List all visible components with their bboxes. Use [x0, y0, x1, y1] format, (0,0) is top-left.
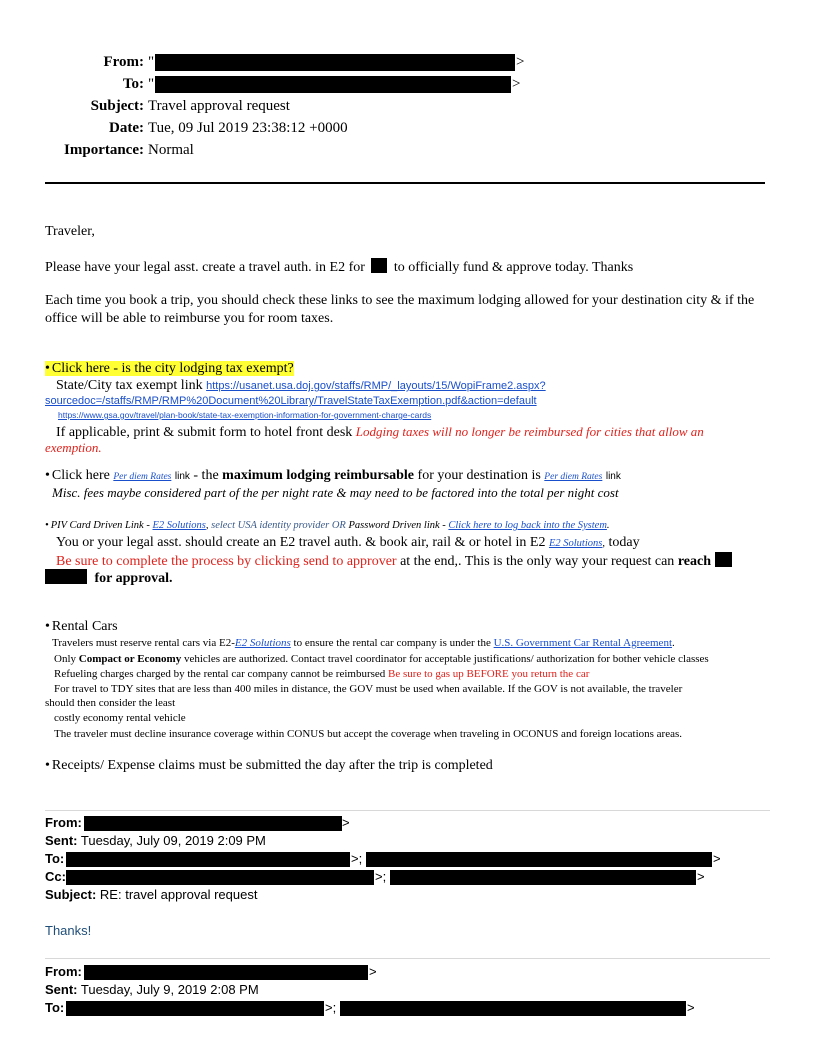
tax-link-row	[56, 378, 546, 394]
rental-3-red: Be sure to gas up BEFORE you return the car	[388, 668, 590, 680]
tax-exempt-bullet[interactable]	[45, 361, 294, 377]
reply2-divider	[45, 958, 770, 959]
reply1-subject-label: Subject:	[45, 887, 97, 902]
tax-apply-line	[56, 424, 704, 441]
from-quote: "	[148, 54, 155, 70]
redacted-reply1-cc-2	[390, 870, 696, 885]
piv-pw-text: Password Driven link -	[348, 520, 446, 531]
rental-title-text: • Rental Cars	[45, 619, 118, 634]
rental-title	[45, 619, 118, 635]
reply1-divider	[45, 810, 770, 811]
perdiem-link-word-1: link	[174, 471, 190, 482]
process-red: Be sure to complete the process by clicking send to approver	[56, 554, 397, 569]
tax-apply-text: If applicable, print & submit form to hotel front desk	[56, 425, 353, 440]
reply1-sent-value: Tuesday, July 09, 2019 2:09 PM	[80, 833, 266, 848]
perdiem-link-2[interactable]: Per diem Rates	[544, 472, 603, 482]
from-close: >	[516, 54, 525, 70]
reply2-sent	[45, 982, 259, 997]
reply1-cc	[45, 869, 66, 884]
perdiem-bold: maximum lodging reimbursable	[222, 468, 415, 483]
redacted-reply1-from	[84, 816, 342, 831]
rental-line-2	[54, 653, 709, 665]
rental-3-text: Refueling charges charged by the rental car company cannot be reimbursed	[54, 668, 386, 680]
piv-text: • PIV Card Driven Link -	[45, 520, 150, 531]
importance-label: Importance:	[64, 142, 144, 158]
reply2-from	[45, 964, 82, 979]
greeting: Traveler,	[45, 224, 95, 239]
e2-link-inline[interactable]: E2 Solutions	[548, 538, 603, 549]
perdiem-click-here: • Click here	[45, 468, 110, 483]
rental-2-bold: Compact or Economy	[78, 653, 182, 665]
e2-link-piv[interactable]: E2 Solutions	[152, 520, 206, 531]
tax-exempt-highlight[interactable]: • Click here - is the city lodging tax exempt?	[45, 361, 294, 376]
reply2-to	[45, 1000, 64, 1015]
to-quote: "	[148, 76, 155, 92]
redacted-reply1-to-1	[66, 852, 350, 867]
process-line	[56, 552, 732, 570]
perdiem-text-c: for your destination is	[417, 468, 541, 483]
redacted-approver-2	[45, 569, 87, 584]
rental-line-3	[54, 668, 589, 680]
e2-line-text: You or your legal asst. should create an E2 travel auth. & book air, rail & or hotel in E2	[56, 535, 546, 550]
e2-line: You or your legal asst. should create an E2 travel auth. & book air, rail & or hotel in E2 E2 Solutions, today	[56, 535, 640, 550]
tax-warning: Lodging taxes will no longer be reimbursed for cities that allow an	[355, 424, 704, 439]
redacted-name	[371, 258, 387, 273]
reply1-from-label: From:	[45, 815, 82, 830]
p1-text-a: Please have your legal asst. create a travel auth. in E2 for	[45, 260, 365, 275]
rental-1-text-b: to ensure the rental car company is under the	[293, 637, 491, 649]
receipts-text: • Receipts/ Expense claims must be submitted the day after the trip is completed	[45, 758, 493, 773]
tax-link-label: State/City tax exempt link	[56, 378, 203, 393]
to-label: To:	[122, 76, 144, 92]
date-value: Tue, 09 Jul 2019 23:38:12 +0000	[148, 120, 348, 136]
reply1-cc-label: Cc:	[45, 869, 66, 884]
piv-select: select USA identity provider OR	[211, 520, 346, 531]
process-approval: for approval.	[94, 571, 173, 586]
perdiem-link-word-2: link	[605, 471, 621, 482]
reply1-subject-value: RE: travel approval request	[99, 887, 258, 902]
password-login-link[interactable]: Click here to log back into the System	[448, 520, 607, 531]
redacted-from	[155, 54, 515, 71]
redacted-reply2-to-1	[66, 1001, 324, 1016]
rental-line-4: For travel to TDY sites that are less than 400 miles in distance, the GOV must be used when available. If the GOV is not available, the traveler	[54, 683, 683, 695]
reply1-from	[45, 815, 82, 830]
tax-link-1[interactable]: https://usanet.usa.doj.gov/staffs/RMP/_layouts/15/WopiFrame2.aspx?	[206, 380, 546, 392]
subject-label: Subject:	[90, 98, 144, 114]
e2-line-today: today	[608, 535, 640, 550]
importance-value: Normal	[148, 142, 194, 158]
reply1-to-label: To:	[45, 851, 65, 866]
paragraph-1	[45, 258, 633, 276]
reply1-subject	[45, 887, 257, 902]
misc-fees: Misc. fees maybe considered part of the per night rate & may need to be factored into the total per night cost	[52, 485, 619, 500]
perdiem-bullet	[45, 468, 621, 484]
car-rental-agreement-link[interactable]: U.S. Government Car Rental Agreement	[493, 637, 672, 649]
reply1-sent	[45, 833, 266, 848]
reply2-to-label: To:	[45, 1000, 65, 1015]
rental-line-5: The traveler must decline insurance coverage within CONUS but accept the coverage when traveling in OCONUS and foreign locations areas.	[54, 728, 683, 740]
tax-link-2[interactable]: https://www.gsa.gov/travel/plan-book/state-tax-exemption-information-for-government-charge-cards	[58, 410, 432, 420]
redacted-approver-1	[715, 552, 732, 567]
redacted-reply1-to-2	[366, 852, 712, 867]
rental-1-text: Travelers must reserve rental cars via E2-	[52, 637, 235, 649]
rental-2-text-c: vehicles are authorized. Contact travel coordinator for acceptable justifications/ authorization for bother vehicle classes	[183, 653, 709, 665]
rental-2-text-a: Only	[54, 653, 76, 665]
reply1-to-sep: >;	[351, 851, 363, 866]
piv-bullet: • PIV Card Driven Link - E2 Solutions, select USA identity provider OR Password Driven link - Click here to log back into the System.	[45, 520, 610, 531]
reply2-sent-value: Tuesday, July 9, 2019 2:08 PM	[80, 982, 259, 997]
tax-warning-cont: exemption.	[45, 440, 102, 455]
reply2-sent-label: Sent:	[45, 982, 78, 997]
reply1-from-close: >	[342, 815, 350, 830]
rental-line-4b: should then consider the least	[45, 697, 176, 709]
date-label: Date:	[109, 120, 144, 136]
from-label: From:	[103, 54, 144, 70]
to-close: >	[512, 76, 521, 92]
reply1-sent-label: Sent:	[45, 833, 78, 848]
redacted-reply1-cc-1	[66, 870, 374, 885]
subject-value: Travel approval request	[148, 98, 290, 114]
process-line-2	[45, 569, 173, 587]
process-text: at the end,. This is the only way your request can	[400, 554, 675, 569]
reply2-to-close: >	[687, 1000, 695, 1015]
redacted-reply2-to-2	[340, 1001, 686, 1016]
reply1-cc-sep: >;	[375, 869, 387, 884]
perdiem-link-1[interactable]: Per diem Rates	[113, 472, 172, 482]
rental-line-1: Travelers must reserve rental cars via E2-E2 Solutions to ensure the rental car company is under the U.S. Government Car Rental Agreement.	[52, 637, 675, 649]
receipts-bullet	[45, 758, 493, 774]
reply1-message: Thanks!	[45, 923, 92, 938]
e2-link-rental[interactable]: E2 Solutions	[234, 637, 291, 649]
header-divider	[45, 182, 765, 184]
reply2-from-close: >	[369, 964, 377, 979]
redacted-to	[155, 76, 511, 93]
reply1-to-close: >	[713, 851, 721, 866]
tax-link-1-cont[interactable]: sourcedoc=/staffs/RMP/RMP%20Document%20Library/TravelStateTaxExemption.pdf&action=default	[45, 395, 537, 407]
perdiem-text-b: - the	[193, 468, 219, 483]
redacted-reply2-from	[84, 965, 368, 980]
reply1-cc-close: >	[697, 869, 705, 884]
reply1-to	[45, 851, 64, 866]
process-reach: reach	[677, 554, 711, 569]
reply2-from-label: From:	[45, 964, 82, 979]
paragraph-2: Each time you book a trip, you should check these links to see the maximum lodging allowed for your destination city & if the office will be able to reimburse you for room taxes.	[45, 293, 755, 326]
p1-text-b: to officially fund & approve today. Thanks	[393, 260, 634, 275]
reply2-to-sep: >;	[325, 1000, 337, 1015]
rental-line-4c: costly economy rental vehicle	[54, 712, 186, 724]
